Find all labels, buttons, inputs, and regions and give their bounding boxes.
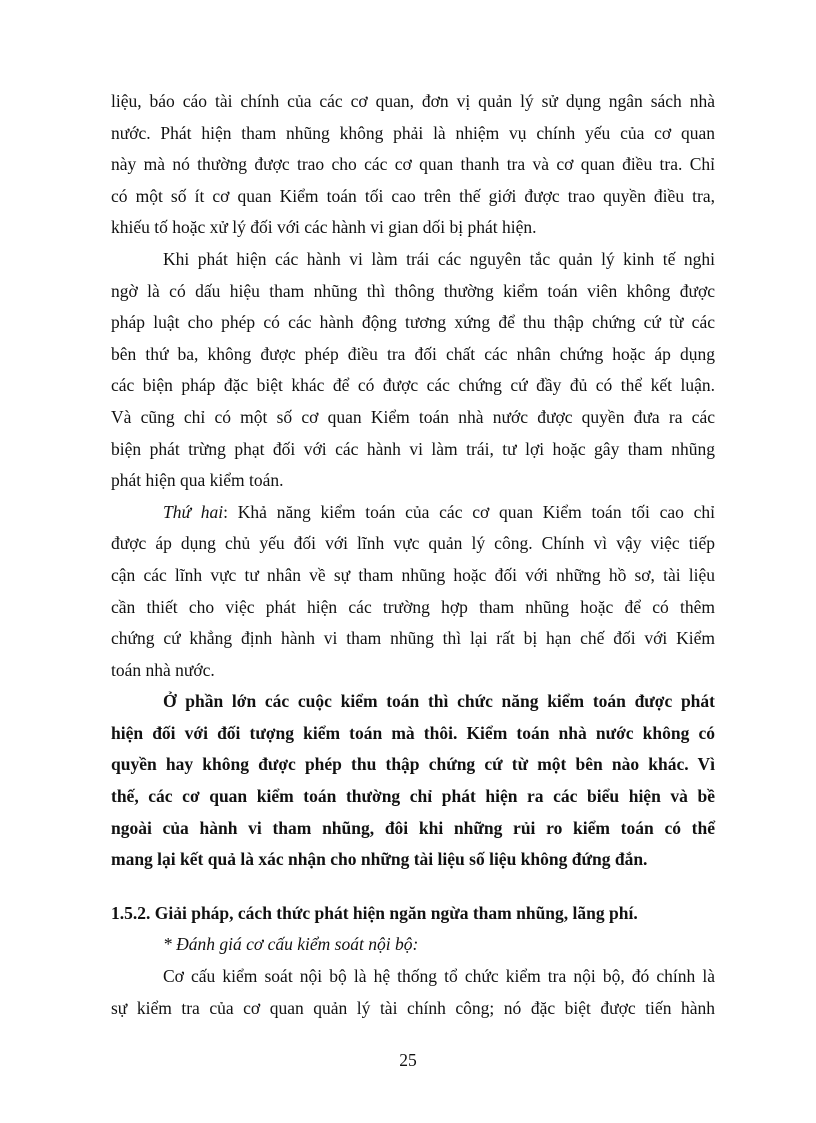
text-line: cận các lĩnh vực tư nhân về sự tham nhũng hoặc đối với những hồ sơ, tài liệu: [111, 564, 715, 585]
text-line: cần thiết cho việc phát hiện các trường hợp tham nhũng hoặc để có thêm: [111, 596, 715, 617]
text-line: có một số ít cơ quan Kiểm toán tối cao trên thế giới được trao quyền điều tra,: [111, 185, 715, 206]
section-block: [111, 898, 715, 961]
text-line: Cơ cấu kiểm soát nội bộ là hệ thống tổ chức kiểm tra nội bộ, đó chính là: [163, 966, 715, 987]
text-line: [111, 497, 715, 529]
text-line: Và cũng chỉ có một số cơ quan Kiểm toán nhà nước được quyền đưa ra các: [111, 406, 715, 427]
text-line: toán nhà nước.: [111, 659, 215, 680]
text-line: khiếu tố hoặc xử lý đối với các hành vi gian dối bị phát hiện.: [111, 217, 537, 238]
text-line: Ở phần lớn các cuộc kiểm toán thì chức năng kiểm toán được phát: [163, 691, 715, 712]
text-line: được áp dụng chủ yếu đối với lĩnh vực quản lý công. Chính vì vậy việc tiếp: [111, 533, 715, 554]
paragraph-3: [111, 497, 715, 687]
text-line: phát hiện qua kiểm toán.: [111, 470, 284, 491]
text-line: ngoài của hành vi tham nhũng, đôi khi những rủi ro kiểm toán có thể: [111, 817, 715, 838]
text-line: bên thứ ba, không được phép điều tra đối chất các nhân chứng hoặc áp dụng: [111, 343, 715, 364]
paragraph-1: [111, 86, 715, 244]
text-line: quyền hay không được phép thu thập chứng cứ từ một bên nào khác. Vì: [111, 754, 715, 775]
text-line: này mà nó thường được trao cho các cơ quan thanh tra và cơ quan điều tra. Chỉ: [111, 154, 715, 175]
body-text: [111, 86, 715, 1024]
text-line: biện phát trừng phạt đối với các hành vi làm trái, tư lợi hoặc gây tham nhũng: [111, 438, 715, 459]
text-line: mang lại kết quả là xác nhận cho những tài liệu số liệu không đứng đắn.: [111, 849, 648, 870]
text-line: chứng cứ khẳng định hành vi tham nhũng thì lại rất bị hạn chế đối với Kiểm: [111, 628, 715, 649]
text-line: các biện pháp đặc biệt khác để có được các chứng cứ đầy đủ có thể kết luận.: [111, 375, 715, 396]
lead-term: Thứ hai: [163, 501, 224, 522]
text-line: nước. Phát hiện tham nhũng không phải là nhiệm vụ chính yếu của cơ quan: [111, 122, 715, 143]
text-run: : Khả năng kiểm toán của các cơ quan Kiểm toán tối cao chỉ: [223, 501, 715, 522]
text-line: Khi phát hiện các hành vi làm trái các nguyên tắc quản lý kinh tế nghi: [163, 248, 715, 269]
section-heading: 1.5.2. Giải pháp, cách thức phát hiện ngăn ngừa tham nhũng, lãng phí.: [111, 902, 638, 923]
section-subheading: * Đánh giá cơ cấu kiểm soát nội bộ:: [163, 934, 419, 955]
paragraph-4-bold: [111, 686, 715, 876]
page-number: 25: [399, 1050, 417, 1070]
paragraph-2: [111, 244, 715, 497]
text-line: ngờ là có dấu hiệu tham nhũng thì thông thường kiểm toán viên không được: [111, 280, 715, 301]
paragraph-5: [111, 961, 715, 1024]
text-line: thế, các cơ quan kiểm toán thường chỉ phát hiện ra các biểu hiện và bề: [111, 786, 715, 807]
text-line: liệu, báo cáo tài chính của các cơ quan, đơn vị quản lý sử dụng ngân sách nhà: [111, 91, 715, 111]
text-line: sự kiểm tra của cơ quan quản lý tài chính công; nó đặc biệt được tiến hành: [111, 997, 715, 1018]
text-line: pháp luật cho phép có các hành động tương xứng để thu thập chứng cứ từ các: [111, 312, 715, 333]
text-line: hiện đối với đối tượng kiểm toán mà thôi. Kiểm toán nhà nước không có: [111, 722, 715, 743]
